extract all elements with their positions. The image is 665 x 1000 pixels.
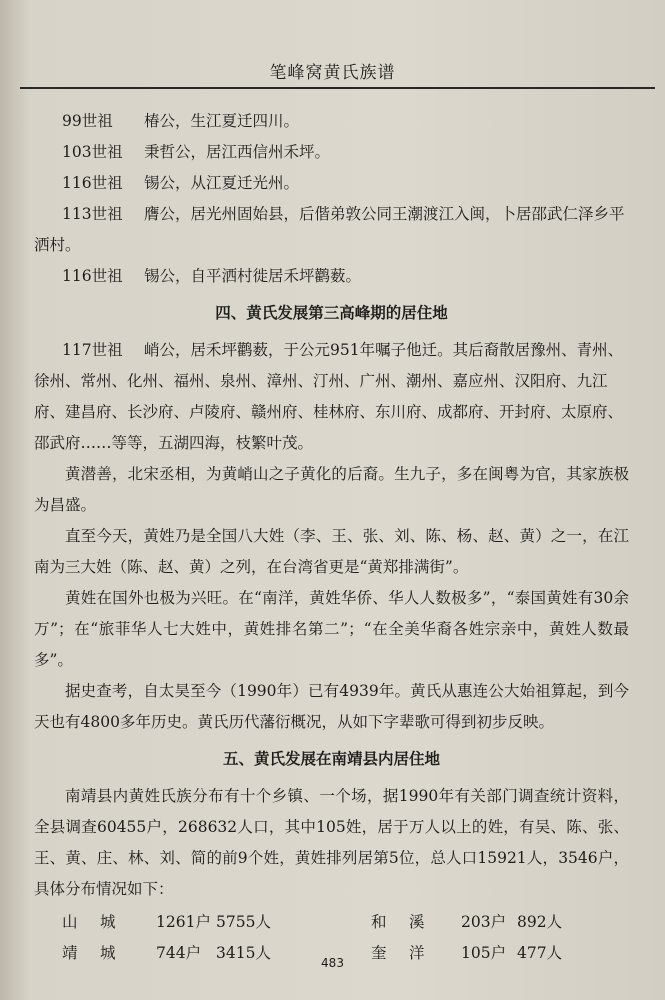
body-paragraph: 黄潜善，北宋丞相，为黄峭山之子黄化的后裔。生九子，多在闽粤为官，其家族极为昌盛。: [34, 465, 629, 514]
generation-label: 116世祖: [62, 267, 123, 285]
ancestor-entry: [34, 261, 629, 292]
body-paragraph: 直至今天，黄姓乃是全国八大姓（李、王、张、刘、陈、杨、赵、黄）之一，在江南为三大姓（陈、赵、黄）之列，在台湾省更是“黄郑排满街”。: [34, 527, 629, 576]
lead-text: 峭公，居禾坪鹳薮，于公元951年嘱子他迁。其后裔散居豫州、青州、徐州、常州、化州、福州、泉州、漳州、汀州、广州、潮州、嘉应州、汉阳府、九江府、建昌府、长沙府、卢陵府、赣州府、桂林府、东川府、成都府、开封府、太原府、邵武府……等等，五湖四海，枝繁叶茂。: [34, 341, 624, 452]
body-paragraph: 黄姓在国外也极为兴旺。在“南洋，黄姓华侨、华人人数极多”，“泰国黄姓有30余万”；在“旅菲华人七大姓中，黄姓排名第二”；“在全美华裔各姓宗亲中，黄姓人数最多”。: [34, 589, 629, 669]
section-heading: 五、黄氏发展在南靖县内居住地: [222, 750, 440, 768]
population: 3415人: [216, 944, 271, 962]
ancestor-text: 锡公，从江夏迁光州。: [144, 174, 300, 192]
header-rule: [20, 87, 655, 89]
ancestor-entry: [34, 106, 629, 137]
ancestor-entry: [34, 199, 629, 261]
town-char: 靖: [62, 944, 78, 962]
households: 744户: [156, 944, 202, 962]
body-paragraph: 南靖县内黄姓氏族分布有十个乡镇、一个场，据1990年有关部门调查统计资料，全县调查60455户，268632人口，其中105姓，居于万人以上的姓，有吴、陈、张、王、黄、庄、林、刘、简的前9个姓，黄姓排列居第5位，总人口15921人，3546户，具体分布情况如下：: [34, 787, 629, 898]
page-header-title: 笔峰窝黄氏族谱: [269, 63, 396, 83]
ancestor-text: 锡公，自平洒村徙居禾坪鹳薮。: [144, 267, 362, 285]
town-char: 山: [62, 913, 78, 931]
section4-lead-paragraph: [34, 335, 629, 459]
generation-label: 113世祖: [62, 205, 123, 223]
town-char: 城: [100, 944, 116, 962]
households: 203户: [461, 913, 507, 931]
generation-label: 116世祖: [62, 174, 123, 192]
town-char: 城: [100, 913, 116, 931]
town-char: 奎: [371, 944, 387, 962]
population: 477人: [517, 944, 563, 962]
town-char: 洋: [409, 944, 425, 962]
generation-label: 99世祖: [62, 112, 113, 130]
body-paragraph: 据史查考，自太昊至今（1990年）已有4939年。黄氏从惠连公大始祖算起，到今天也有4800多年历史。黄氏历代藩衍概况，从如下字辈歌可得到初步反映。: [34, 682, 629, 731]
households: 1261户: [156, 913, 211, 931]
ancestor-entry: [34, 137, 629, 168]
ancestor-entry: [34, 168, 629, 199]
ancestor-text: 椿公，生江夏迁四川。: [144, 112, 300, 130]
ancestor-text: 秉哲公，居江西信州禾坪。: [144, 143, 331, 161]
town-char: 溪: [409, 913, 425, 931]
ancestor-text: 膺公，居光州固始县，后偕弟敦公同王潮渡江入闽，卜居邵武仁泽乡平洒村。: [34, 205, 625, 254]
generation-label: 103世祖: [62, 143, 123, 161]
table-row: [34, 907, 629, 938]
generation-label: 117世祖: [62, 341, 123, 359]
page-number: 483: [321, 956, 344, 970]
town-char: 和: [371, 913, 387, 931]
section-heading: 四、黄氏发展第三高峰期的居住地: [215, 304, 448, 322]
population: 892人: [517, 913, 563, 931]
population: 5755人: [216, 913, 271, 931]
page-body: [34, 106, 629, 969]
households: 105户: [461, 944, 507, 962]
